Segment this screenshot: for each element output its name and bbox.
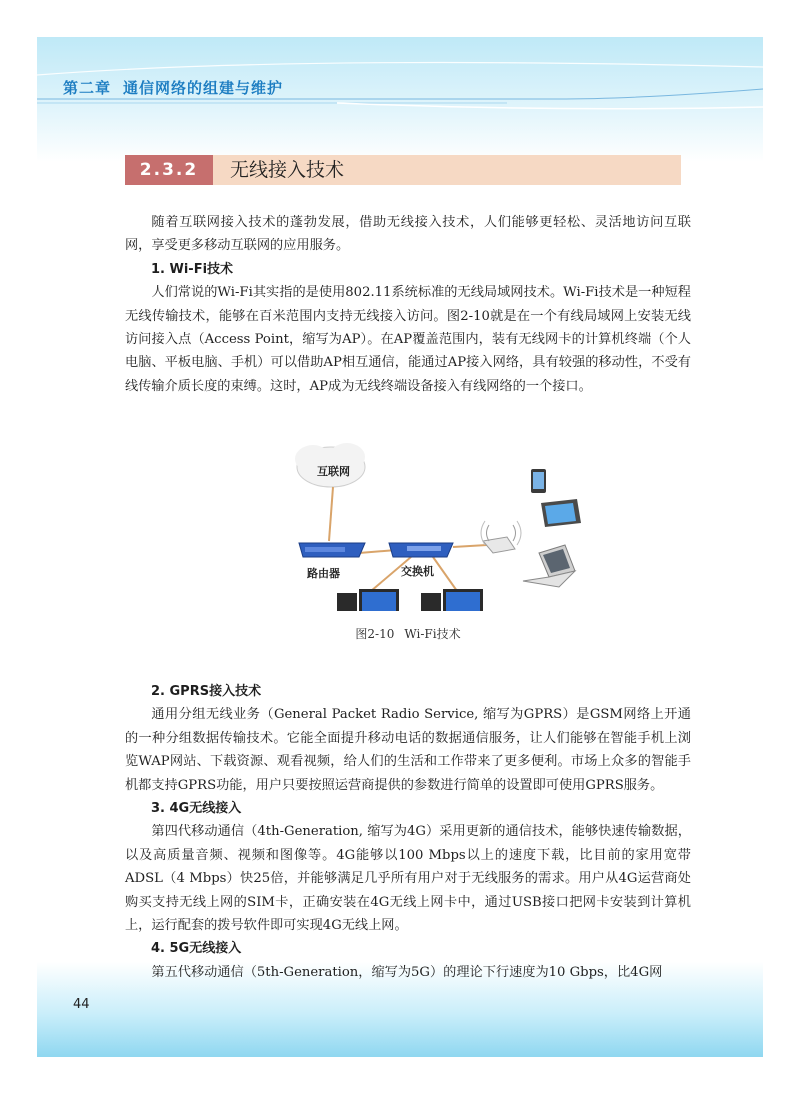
wifi-heading: 1. Wi-Fi技术 [151,261,234,277]
desktop-computer-icon [421,589,483,611]
4g-heading: 3. 4G无线接入 [151,801,242,817]
header-decoration [37,37,763,162]
chapter-number: 第二章 [63,79,112,97]
switch-icon [389,543,453,557]
gprs-heading: 2. GPRS接入技术 [151,684,262,699]
section-number: 2.3.2 [125,155,213,185]
router-icon [299,543,365,557]
gprs-paragraph: 通用分组无线业务（General Packet Radio Service, 缩写为GPRS）是GSM网络上开通的一种分组数据传输技术。它能全面提升移动电话的数据通信服务，让人们能够在智能手机上浏览WAP网站、下载资源、观看视频，给人们的生活和工作带来了更多便利。市场上众多的智能手机都支持GPRS功能，用户只要按照运营商提供的参数进行简单的设置即可使用GPRS服务。 [125,707,691,793]
network-diagram [261,425,581,611]
header-band [37,37,763,162]
access-point-icon [481,521,521,553]
4g-paragraph: 第四代移动通信（4th-Generation, 缩写为4G）采用更新的通信技术，能够快速传输数据，以及高质量音频、视频和图像等。4G能够以100 Mbps以上的速度下载，比目前的家用宽带ADSL（4 Mbps）快25倍，并能够满足几乎所有用户对于无线服务的需求。用户从4G运营商处购买支持无线上网的SIM卡，正确安装在4G无线上网卡中，通过USB接口把网卡安装到计算机上，运行配套的拨号软件即可实现4G无线上网。 [125,824,691,934]
wifi-paragraph: 人们常说的Wi-Fi其实指的是使用802.11系统标准的无线局域网技术。Wi-Fi技术是一种短程无线传输技术，能够在百米范围内支持无线接入访问。图2-10就是在一个有线局域网上安装无线访问接入点（Access Point，缩写为AP）。在AP覆盖范围内，装有无线网卡的计算机终端（个人电脑、平板电脑、手机）可以借助AP相互通信，能通过AP接入网络，具有较强的移动性，不受有线传输介质长度的束缚。这时，AP成为无线终端设备接入有线网络的一个接口。 [125,285,691,394]
section-heading [125,155,681,185]
intro-paragraph: 随着互联网接入技术的蓬勃发展，借助无线接入技术，人们能够更轻松、灵活地访问互联网，享受更多移动互联网的应用服务。 [125,215,691,254]
text-block-wifi [125,211,691,398]
chapter-title [63,77,283,98]
chapter-name: 通信网络的组建与维护 [123,79,284,97]
5g-heading: 4. 5G无线接入 [151,941,242,957]
internet-label: 互联网 [317,465,350,478]
5g-paragraph: 第五代移动通信（5th-Generation，缩写为5G）的理论下行速度为10 Gbps，比4G网 [151,964,663,980]
wifi-figure [261,425,581,611]
figure-number: 图2-10 [355,627,395,641]
section-title: 无线接入技术 [230,159,345,181]
router-label: 路由器 [307,567,340,580]
figure-caption [125,625,691,642]
phone-icon [531,469,546,493]
text-block-mobile [125,680,691,984]
desktop-computer-icon [337,589,399,611]
figure-caption-text: Wi-Fi技术 [404,627,461,641]
page [37,37,763,1057]
laptop-icon [523,545,575,587]
page-number: 44 [73,997,90,1012]
tablet-icon [541,499,581,527]
switch-label: 交换机 [401,565,434,578]
